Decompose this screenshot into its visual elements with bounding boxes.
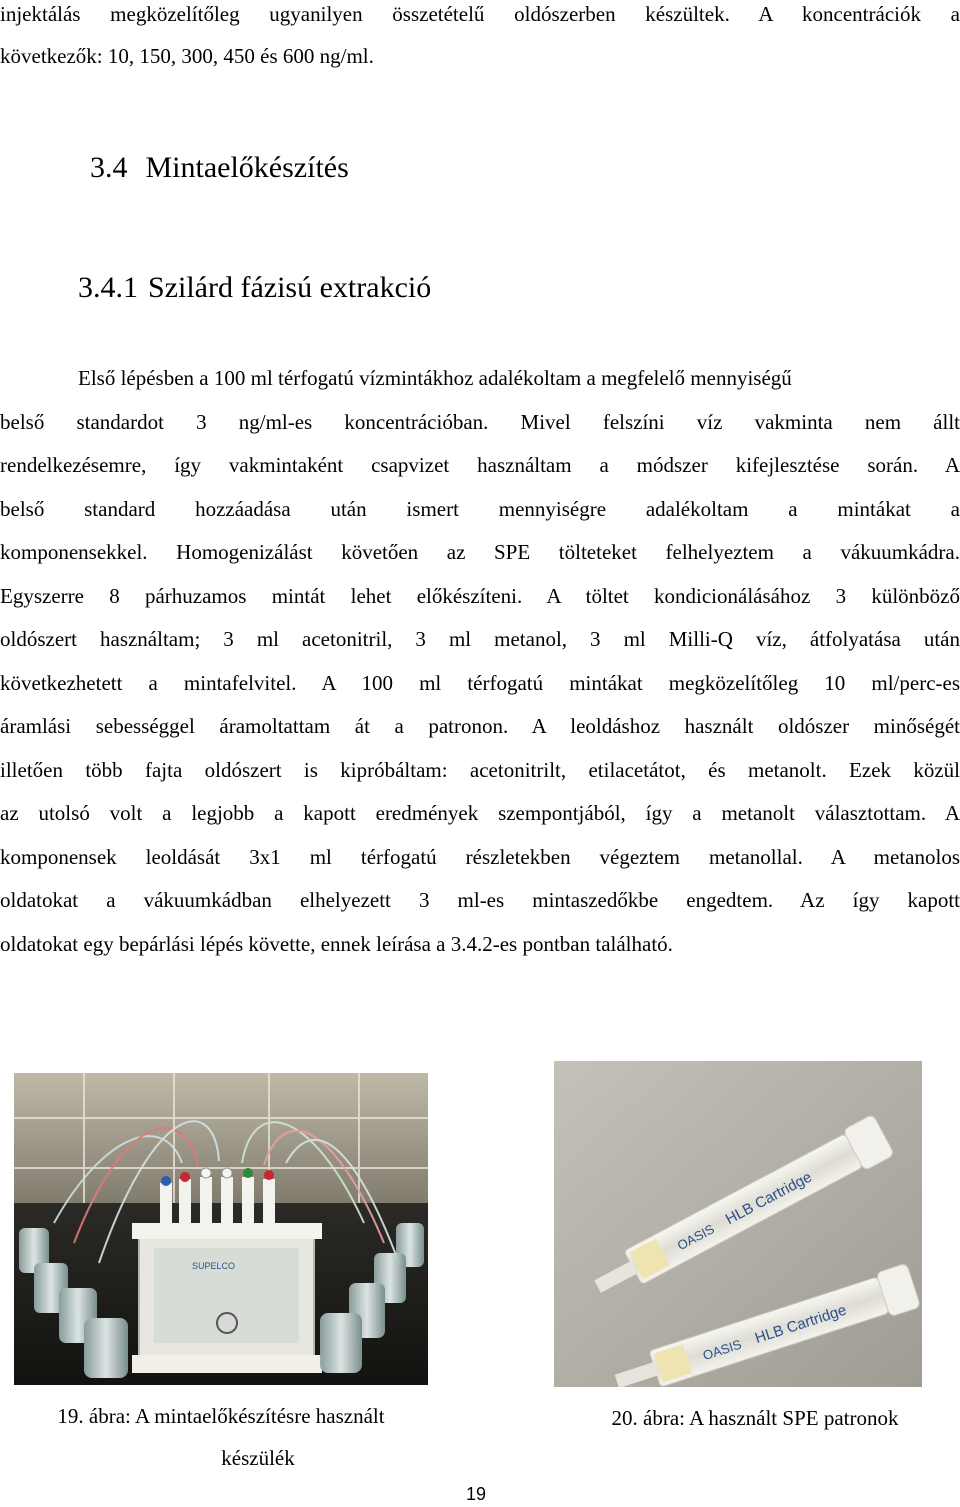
figure-19-photo: [14, 1073, 428, 1385]
paragraph-line: oldatokat a vákuumkádban elhelyezett 3 ml-es mintaszedőkbe engedtem. Az így kapott: [0, 888, 960, 912]
subsection-title: Szilárd fázisú extrakció: [148, 271, 432, 304]
paragraph-line: áramlási sebességgel áramoltattam át a patronon. A leoldáshoz használt oldószer minőségét: [0, 714, 960, 738]
figure-19-caption-line2: készülék: [221, 1446, 295, 1470]
paragraph-line: illetően több fajta oldószert is kipróbáltam: acetonitrilt, etilacetátot, és metanolt. Ezek közül: [0, 758, 960, 782]
section-heading: [90, 148, 349, 188]
paragraph-line: oldatokat egy bepárlási lépés követte, ennek leírása a 3.4.2-es pontban található.: [0, 932, 673, 956]
paragraph-line: oldószert használtam; 3 ml acetonitril, 3 ml metanol, 3 ml Milli-Q víz, átfolyatása után: [0, 627, 960, 651]
body-text-line: következők: 10, 150, 300, 450 és 600 ng/ml.: [0, 44, 374, 68]
paragraph-line: komponensek leoldását 3x1 ml térfogatú részletekben végeztem metanollal. A metanolos: [0, 845, 960, 869]
paragraph-line: Egyszerre 8 párhuzamos mintát lehet előkészíteni. A töltet kondicionálásához 3 különböző: [0, 584, 960, 608]
cartridge: [179, 1172, 191, 1227]
supelco-label: SUPELCO: [192, 1261, 236, 1271]
vacuum-manifold-illustration: [14, 1073, 428, 1385]
paragraph-line: az utolsó volt a legjobb a kapott eredmények szempontjából, így a metanolt választottam. A: [0, 801, 960, 825]
figure-19-caption: 19. ábra: A mintaelőkészítésre használt: [57, 1404, 385, 1428]
body-text-line: injektálás megközelítőleg ugyanilyen összetételű oldószerben készültek. A koncentrációk a: [0, 2, 960, 26]
cartridge: [160, 1176, 172, 1227]
subsection-heading: [78, 268, 431, 308]
paragraph-line: komponensekkel. Homogenizálást követően az SPE tölteteket felhelyeztem a vákuumkádra.: [0, 540, 960, 564]
figure-20-photo: [554, 1061, 922, 1387]
section-number: 3.4: [90, 151, 128, 184]
cartridge-label: HLB Cartridge: [722, 1168, 815, 1229]
subsection-number: 3.4.1: [78, 271, 138, 304]
page-number: 19: [466, 1484, 487, 1504]
brand-label: OASIS: [674, 1221, 717, 1254]
spe-cartridges-illustration: [554, 1061, 922, 1387]
brand-label: OASIS: [700, 1336, 744, 1364]
paragraph-line: rendelkezésemre, így vakmintaként csapvizet használtam a módszer kifejlesztése során. A: [0, 453, 960, 477]
section-title: Mintaelőkészítés: [145, 151, 349, 184]
paragraph-line: belső standardot 3 ng/ml-es koncentrációban. Mivel felszíni víz vakminta nem állt: [0, 410, 960, 434]
paragraph-line: következhetett a mintafelvitel. A 100 ml térfogatú mintákat megközelítőleg 10 ml/perc-es: [0, 671, 960, 695]
cartridge-label: HLB Cartridge: [752, 1301, 849, 1348]
paragraph-line: Első lépésben a 100 ml térfogatú vízmintákhoz adalékoltam a megfelelő mennyiségű: [78, 366, 792, 390]
figure-20-caption: 20. ábra: A használt SPE patronok: [611, 1406, 899, 1430]
paragraph-line: belső standard hozzáadása után ismert mennyiségre adalékoltam a mintákat a: [0, 497, 960, 521]
